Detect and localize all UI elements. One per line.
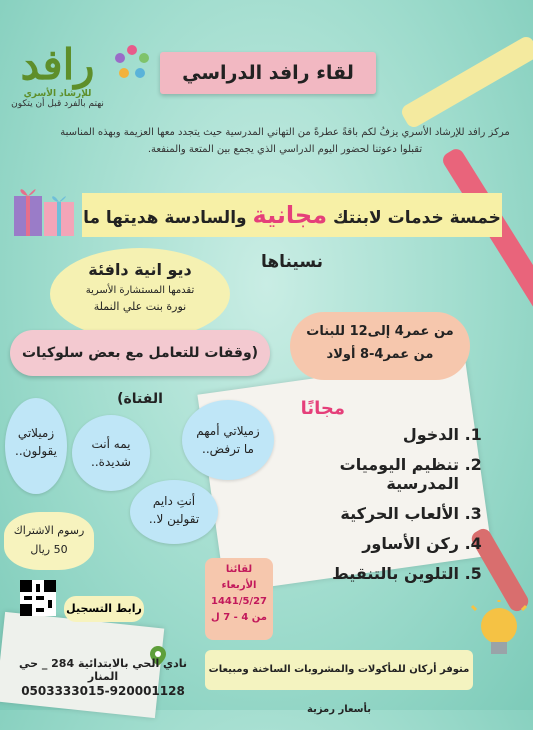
service-item: 5. التلوين بالتنقيط: [265, 564, 459, 583]
intro-line1: مركز رافد للإرشاد الأسري يزفُ لكم باقةً عطرةً من التهاني المدرسية حيث يتجدد معها العزيمة وبهذه المناسبة: [60, 127, 510, 138]
banner-part1: خمسة خدمات لابنتك: [332, 208, 501, 228]
logo-line1: للإرشاد الأسري: [23, 89, 92, 99]
diwaniya-title: ديو انية دافئة: [88, 260, 192, 279]
logo-brand: رافد: [20, 40, 95, 89]
presenter-name: نورة بنت علي النملة: [93, 300, 187, 313]
address-text: نادي الحي بالابتدائية 284 _ حي المنار: [18, 657, 188, 683]
meeting-day: الأربعاء: [221, 580, 257, 591]
banner-part2: والسادسة هديتها ما نسيناها: [83, 208, 324, 272]
intro-line2: تقبلوا دعوتنا لحضور اليوم الدراسي الذي يجمع بين المتعة والمنفعة.: [147, 144, 423, 155]
bubble-line1: زميلاتي: [17, 426, 55, 440]
fee-badge: [4, 512, 94, 570]
services-panel: [265, 398, 485, 594]
speech-bubble: [5, 398, 67, 494]
speech-bubble: [72, 415, 150, 491]
qr-code-icon[interactable]: [20, 580, 56, 616]
workshop-title: (وقفات للتعامل مع بعض سلوكيات الفتاة): [10, 330, 270, 376]
logo-tagline: نهتم بالفرد قبل أن يتكون: [11, 99, 104, 109]
bubble-line2: ما ترفض..: [202, 442, 254, 456]
bubble-line2: يقولون..: [15, 444, 57, 458]
page-title: لقاء رافد الدراسي: [160, 52, 376, 94]
red-pencil: [440, 146, 533, 336]
meeting-date: 1441/5/27: [210, 596, 267, 607]
service-item: 2. تنظيم اليوميات المدرسية: [265, 455, 459, 493]
meeting-label: لقائنا: [225, 564, 253, 575]
bubble-line2: شديدة..: [91, 455, 131, 469]
banner-highlight: مجانية: [252, 201, 328, 229]
partner-logo-icon: [112, 42, 152, 82]
service-item: 1. الدخول: [265, 425, 459, 444]
free-title: مجانًا: [300, 398, 345, 419]
ages-boys: من عمر4-8 أولاد: [326, 347, 434, 362]
speech-bubble: [130, 480, 218, 544]
ages-girls: من عمر4 إلى12 للبنات: [306, 324, 454, 339]
lightbulb-icon: [470, 600, 528, 670]
intro-text: [45, 124, 525, 158]
fee-amount: 50 ريال: [30, 543, 68, 556]
service-item: 3. الألعاب الحركية: [265, 504, 459, 523]
gift-boxes-icon: [12, 178, 78, 240]
footer-notice: متوفر أركان للمأكولات والمشروبات الساخنة ومبيعات بأسعار رمزية: [205, 650, 473, 690]
meeting-card: [205, 558, 273, 640]
meeting-time: من 4 - 7 ل: [211, 612, 267, 623]
bubble-line1: أنتِ دايم: [152, 494, 196, 508]
register-link[interactable]: رابط التسجيل: [64, 596, 144, 622]
bubble-line1: يمه أنت: [91, 437, 131, 451]
bubble-line2: تقولين لا..: [148, 512, 200, 526]
phone-numbers: 0503333015-920001128: [21, 684, 185, 698]
speech-bubble: [182, 400, 274, 480]
rafd-logo: [10, 40, 105, 109]
age-range-box: [290, 312, 470, 380]
diwaniya-cloud: [50, 248, 230, 340]
presenter-label: تقدمها المستشارة الأسرية: [85, 285, 195, 296]
services-list: [265, 425, 485, 583]
yellow-pencil: [399, 34, 533, 130]
fee-label: رسوم الاشتراك: [13, 524, 85, 537]
service-item: 4. ركن الأساور: [265, 534, 459, 553]
bubble-line1: زميلاتي أمهم: [196, 424, 260, 438]
